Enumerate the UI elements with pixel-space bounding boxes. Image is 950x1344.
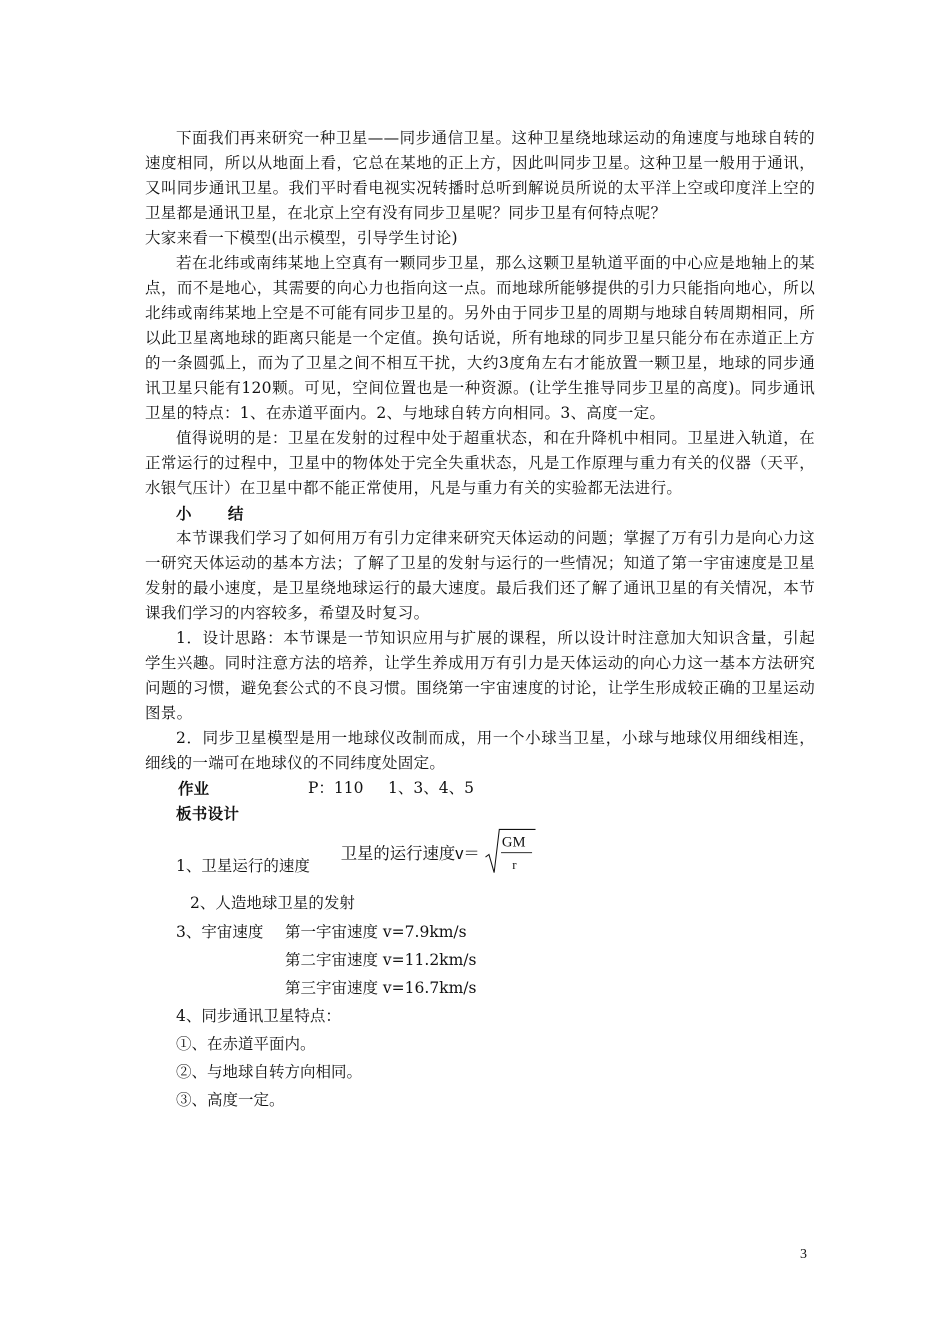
paragraph-model-demo: 大家来看一下模型(出示模型，引导学生讨论) [145,229,458,247]
paragraph-sync-satellite-intro: 下面我们再来研究一种卫星——同步通信卫星。这种卫星绕地球运动的角速度与地球自转的速度相同，所以从地面上看，它总在某地的正上方，因此叫同步卫星。这种卫星一般用于通讯，又叫同步通讯卫星。我们平时看电视实况转播时总听到解说员所说的太平洋上空或印度洋上空的卫星都是通讯卫星，在北京上空有没有同步卫星呢？同步卫星有何特点呢？ [145,129,815,222]
board-item-1-row [145,826,815,888]
formula-denominator: r [512,857,517,873]
board-item-4: 4、同步通讯卫星特点： [176,1007,341,1025]
board-item-1: 1、卫星运行的速度 [176,857,310,875]
summary-heading-char-1: 小 [176,504,192,523]
orbital-speed-formula [320,826,620,876]
paragraph-summary: 本节课我们学习了如何用万有引力定律来研究天体运动的问题；掌握了万有引力是向心力这一研究天体运动的基本方法；了解了卫星的发射与运行的一些情况；知道了第一宇宙速度是卫星发射的最小速度，是卫星绕地球运行的最大速度。最后我们还了解了通讯卫星的有关情况，本节课我们学习的内容较多，希望及时复习。 [145,529,815,622]
third-cosmic-speed: 第三宇宙速度 v=16.7km/s [285,979,477,997]
summary-heading-char-2: 结 [227,504,244,523]
feature-point-1: ①、在赤道平面内。 [176,1035,316,1053]
feature-point-3: ③、高度一定。 [176,1091,285,1109]
homework-label: 作业 [178,779,210,798]
board-design-heading: 板书设计 [176,804,240,823]
board-item-2: 2、人造地球卫星的发射 [190,894,355,912]
board-item-3-label: 3、宇宙速度 [176,923,264,941]
paragraph-sync-satellite-analysis: 若在北纬或南纬某地上空真有一颗同步卫星，那么这颗卫星轨道平面的中心应是地轴上的某点，而不是地心，其需要的向心力也指向这一点。而地球所能够提供的引力只能指向地心，所以北纬或南纬某地上空是不可能有同步卫星的。另外由于同步卫星的周期与地球自转周期相同，所以此卫星离地球的距离只能是一个定值。换句话说，所有地球的同步卫星只能分布在赤道正上方的一条圆弧上，而为了卫星之间不相互干扰，大约3度角左右才能放置一颗卫星，地球的同步通讯卫星只能有120颗。可见，空间位置也是一种资源。(让学生推导同步卫星的高度)。同步通讯卫星的特点：1、在赤道平面内。2、与地球自转方向相同。3、高度一定。 [145,254,815,422]
cosmic-speed-row-3 [145,974,815,1002]
page-number: 3 [800,1247,807,1262]
formula-numerator: GM [501,834,526,851]
first-cosmic-speed: 第一宇宙速度 v=7.9km/s [285,923,467,941]
paragraph-design-idea: 1．设计思路：本节课是一节知识应用与扩展的课程，所以设计时注意加大知识含量，引起学生兴趣。同时注意方法的培养，让学生养成用万有引力是天体运动的向心力这一基本方法研究问题的习惯，避免套公式的不良习惯。围绕第一宇宙速度的讨论，让学生形成较正确的卫星运动图景。 [145,629,815,722]
cosmic-speed-row-1 [145,918,815,946]
paragraph-model-note: 2．同步卫星模型是用一地球仪改制而成，用一个小球当卫星，小球与地球仪用细线相连，细线的一端可在地球仪的不同纬度处固定。 [145,729,815,772]
page-content [145,126,815,1114]
feature-point-2: ②、与地球自转方向相同。 [176,1063,363,1081]
formula-text: 卫星的运行速度v＝ [340,844,480,863]
second-cosmic-speed: 第二宇宙速度 v=11.2km/s [285,951,477,969]
summary-heading [145,501,815,526]
homework-pages: P：110 [308,779,364,797]
cosmic-speed-row-2 [145,946,815,974]
homework-line [145,776,815,801]
paragraph-weightlessness-note: 值得说明的是：卫星在发射的过程中处于超重状态，和在升降机中相同。卫星进入轨道，在正常运行的过程中，卫星中的物体处于完全失重状态，凡是工作原理与重力有关的仪器（天平，水银气压计）在卫星中都不能正常使用，凡是与重力有关的实验都无法进行。 [145,429,815,497]
homework-items: 1、3、4、5 [388,779,474,797]
